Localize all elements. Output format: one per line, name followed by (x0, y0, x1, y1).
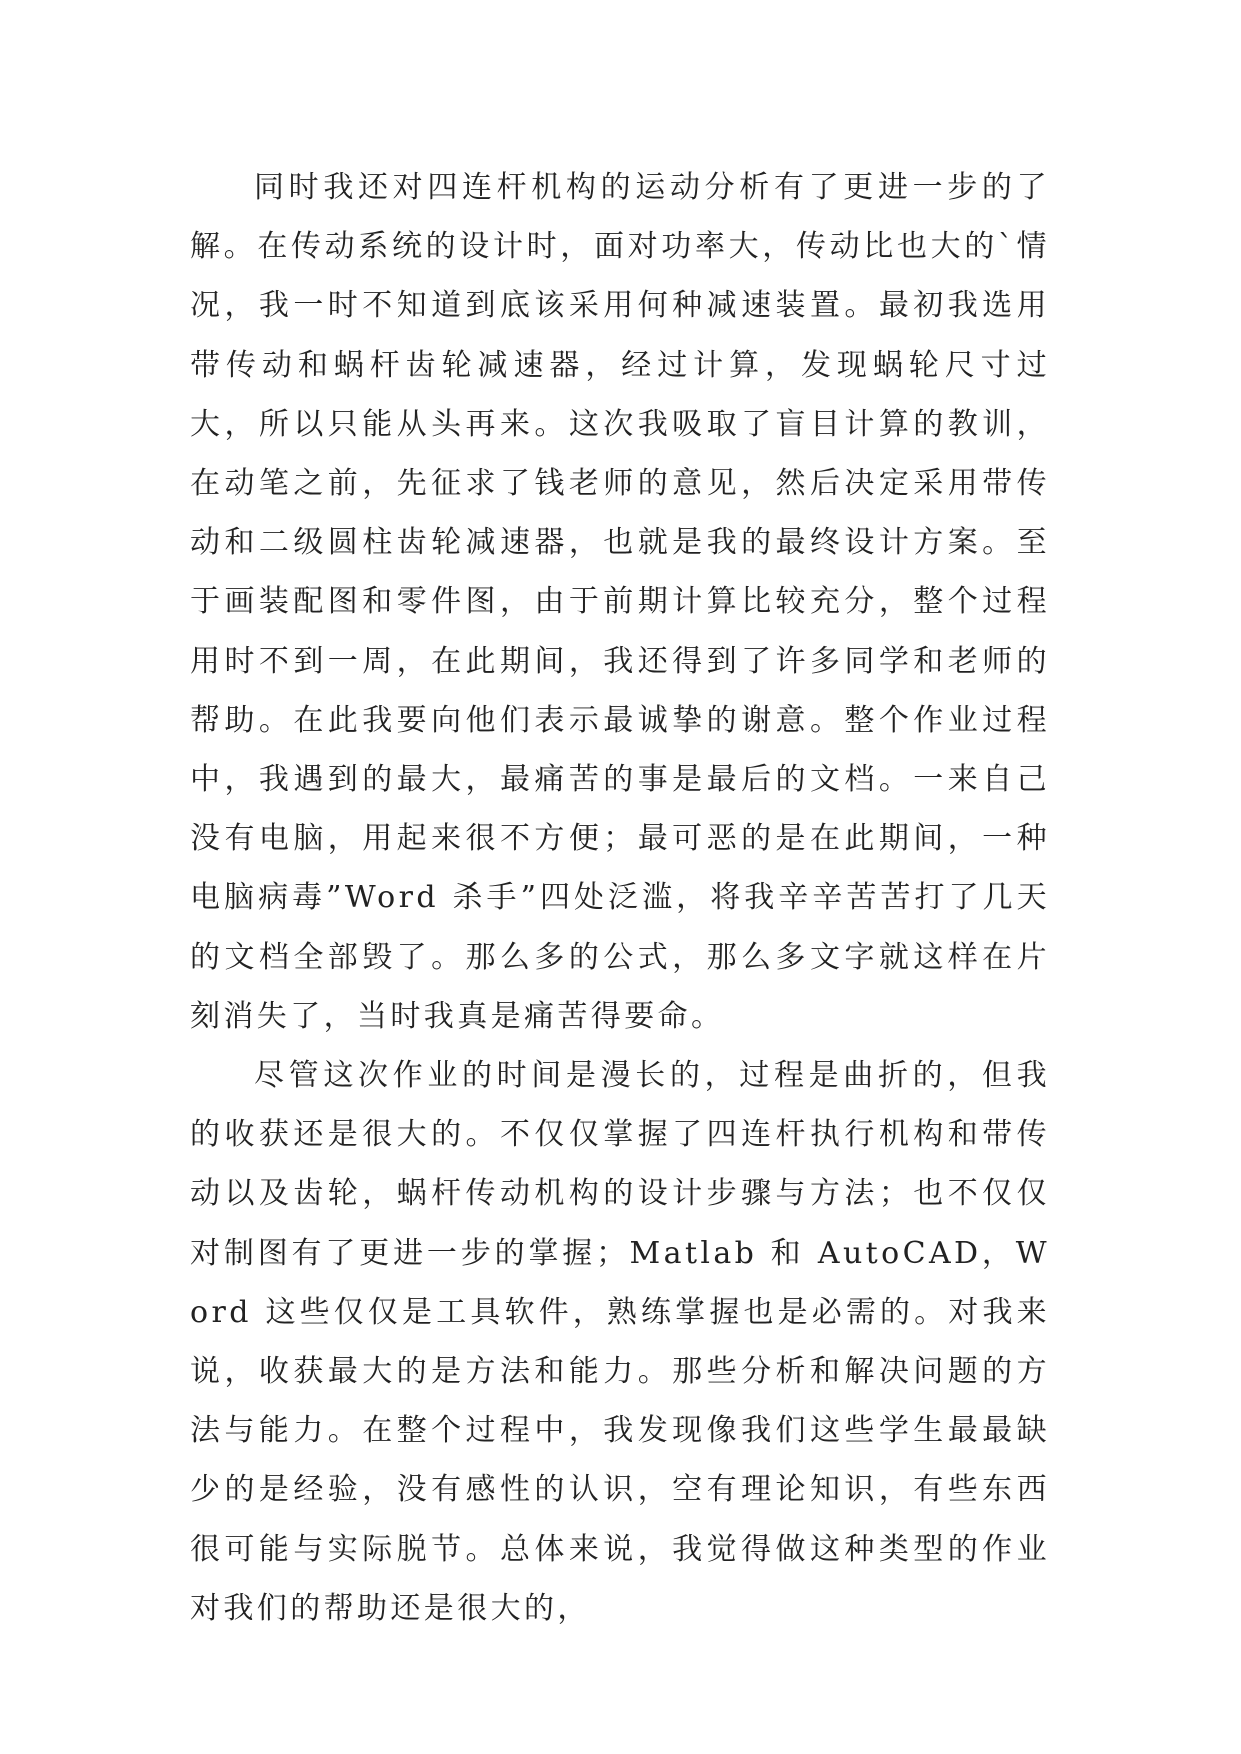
paragraph-1: 同时我还对四连杆机构的运动分析有了更进一步的了解。在传动系统的设计时，面对功率大，传动比也大的`情况，我一时不知道到底该采用何种减速装置。最初我选用带传动和蜗杆齿轮减速器，经过计算，发现蜗轮尺寸过大，所以只能从头再来。这次我吸取了盲目计算的教训，在动笔之前，先征求了钱老师的意见，然后决定采用带传动和二级圆柱齿轮减速器，也就是我的最终设计方案。至于画装配图和零件图，由于前期计算比较充分，整个过程用时不到一周，在此期间，我还得到了许多同学和老师的帮助。在此我要向他们表示最诚挚的谢意。整个作业过程中，我遇到的最大，最痛苦的事是最后的文档。一来自己没有电脑，用起来很不方便；最可恶的是在此期间，一种电脑病毒”Word 杀手”四处泛滥，将我辛辛苦苦打了几天的文档全部毁了。那么多的公式，那么多文字就这样在片刻消失了，当时我真是痛苦得要命。 (190, 170, 1050, 1034)
paragraph-2: 尽管这次作业的时间是漫长的，过程是曲折的，但我的收获还是很大的。不仅仅掌握了四连杆执行机构和带传动以及齿轮，蜗杆传动机构的设计步骤与方法；也不仅仅对制图有了更进一步的掌握；Matlab 和 AutoCAD，Word 这些仅仅是工具软件，熟练掌握也是必需的。对我来说，收获最大的是方法和能力。那些分析和解决问题的方法与能力。在整个过程中，我发现像我们这些学生最最缺少的是经验，没有感性的认识，空有理论知识，有些东西很可能与实际脱节。总体来说，我觉得做这种类型的作业对我们的帮助还是很大的， (190, 1058, 1050, 1626)
body-text (190, 158, 1050, 1638)
